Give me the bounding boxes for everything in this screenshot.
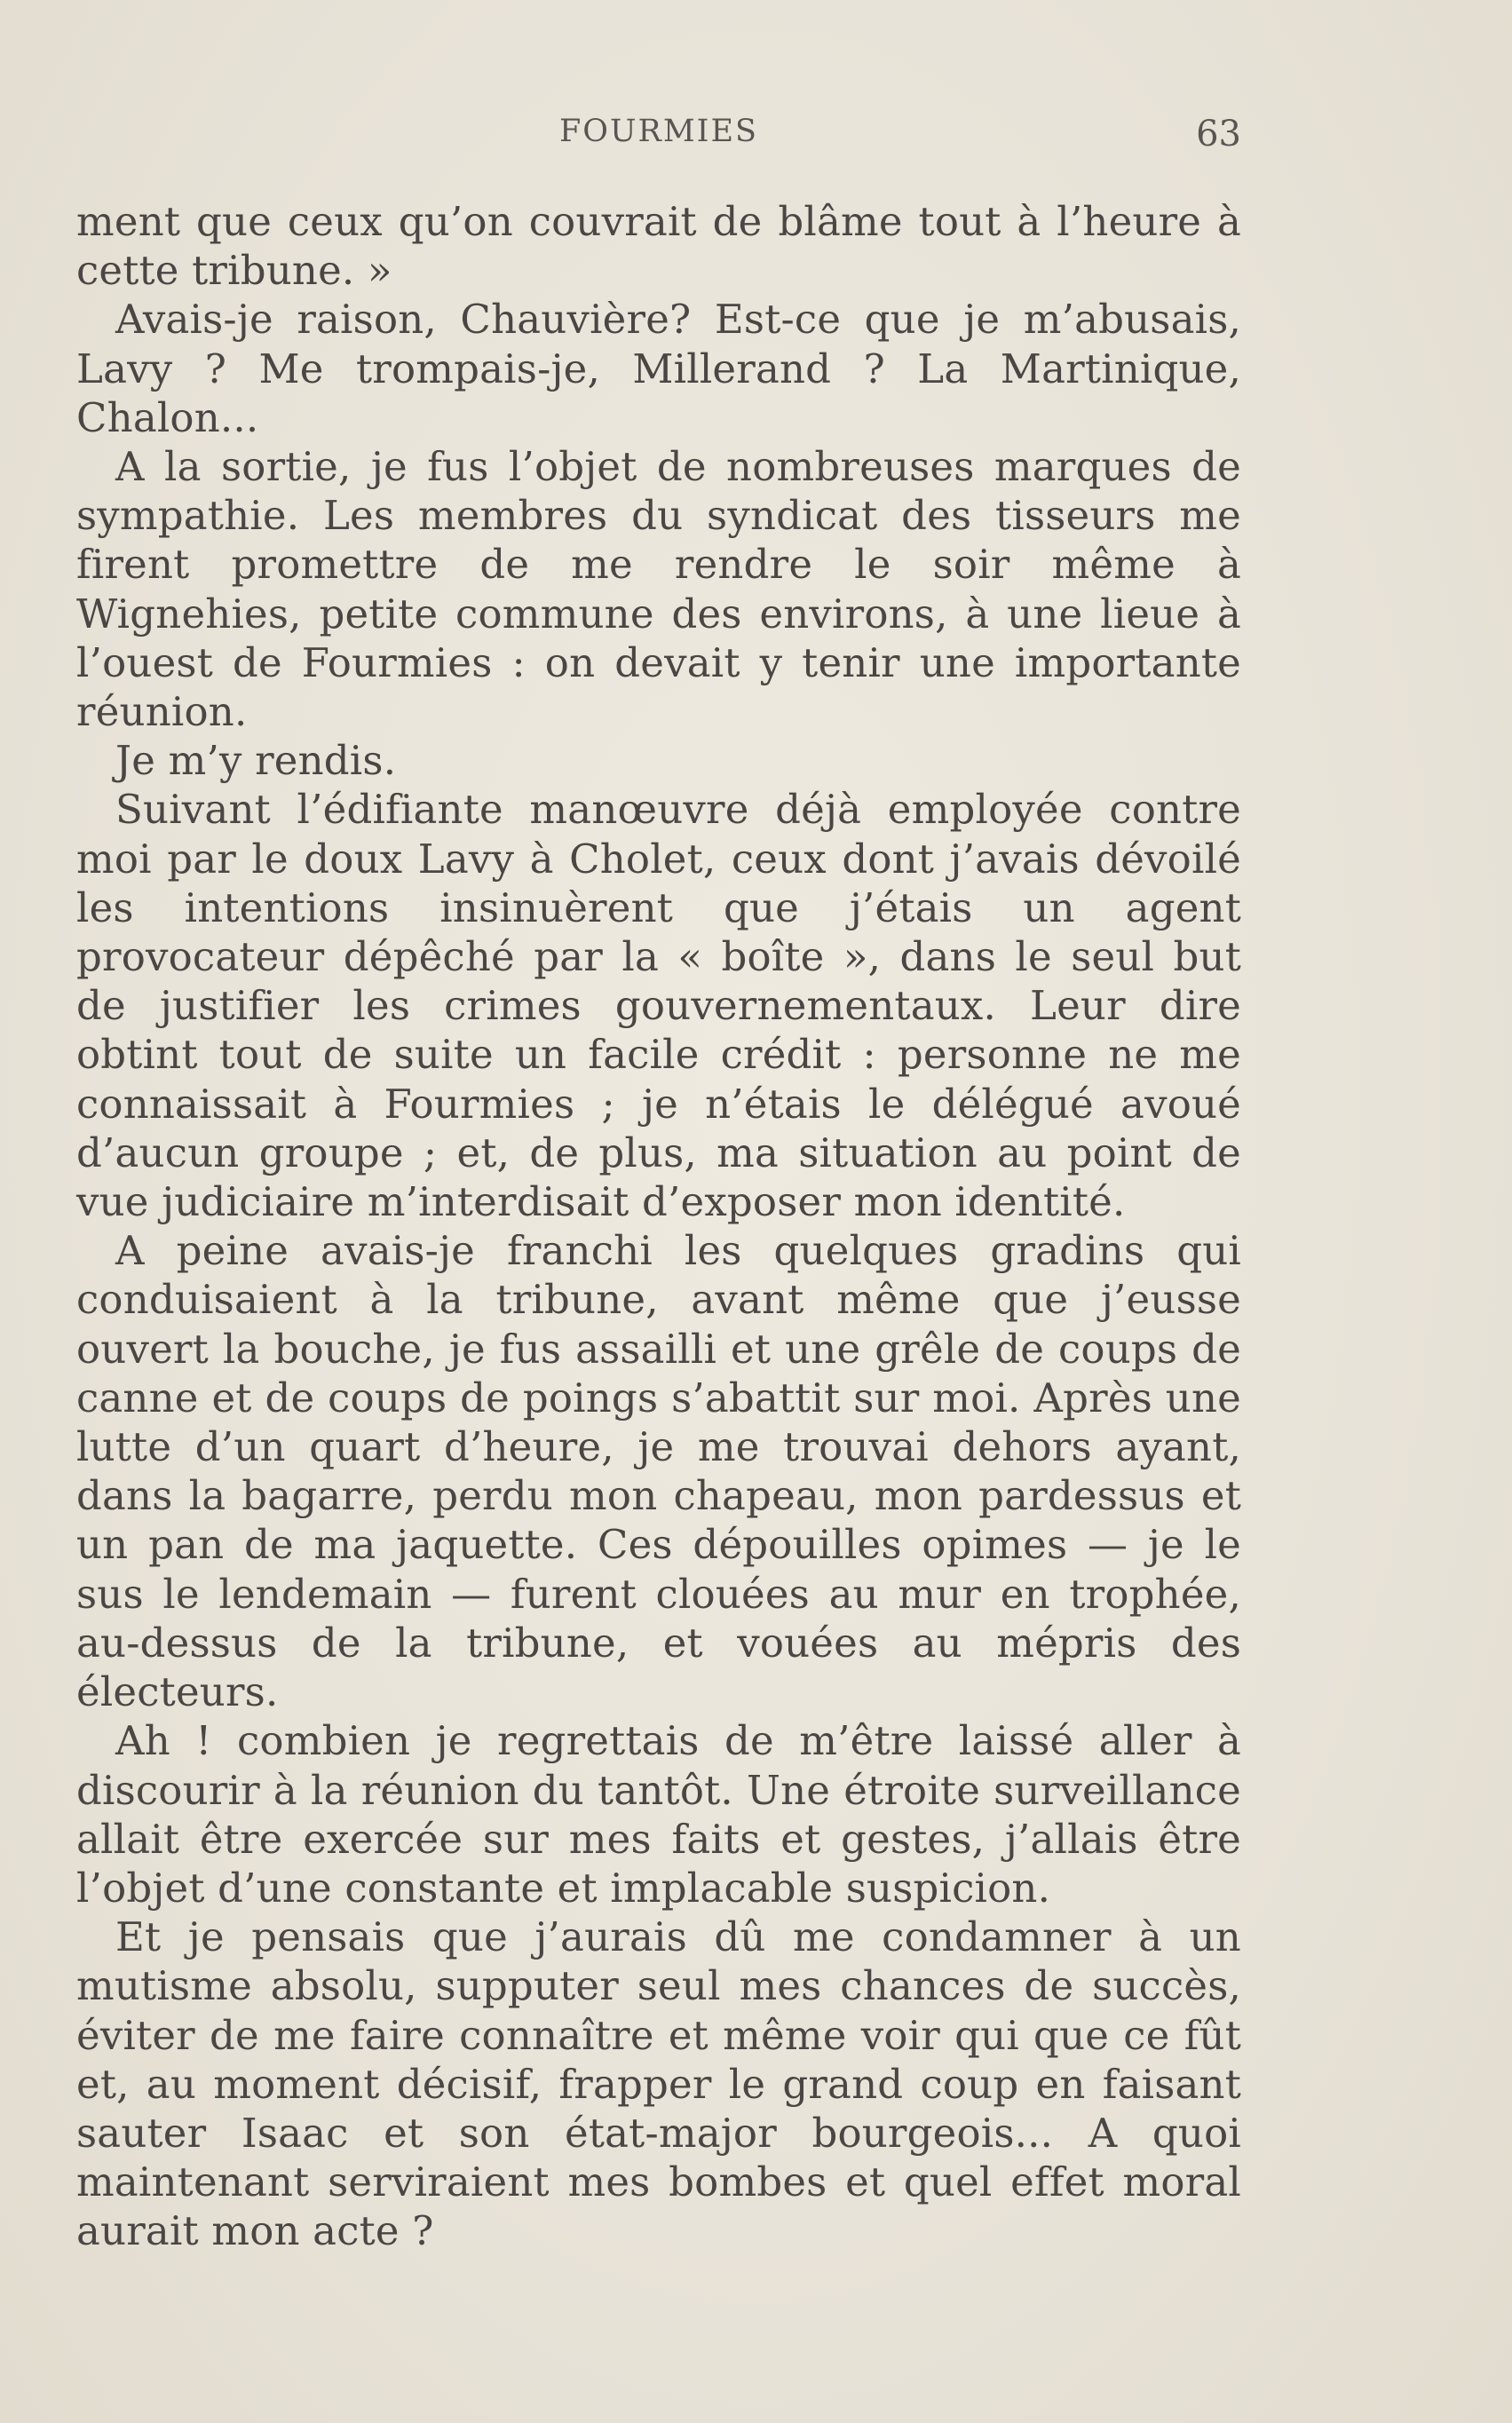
page-number: 63 <box>1196 114 1241 154</box>
paragraph: Suivant l’édifiante manœuvre déjà employée contre moi par le doux Lavy à Cholet, ceux dont j’avais dévoilé les intentions insinuèrent que j’étais un agent provocateur dépêché par la « boîte », dans le seul but de justifier les crimes gouvernementaux. Leur dire obtint tout de suite un facile crédit : personne ne me connaissait à Fourmies ; je n’étais le délégué avoué d’aucun groupe ; et, de plus, ma situation au point de vue judiciaire m’interdisait d’exposer mon identité. <box>76 786 1241 1226</box>
running-head <box>76 114 1241 158</box>
paragraph: ment que ceux qu’on couvrait de blâme tout à l’heure à cette tribune. » <box>76 198 1241 295</box>
body-text <box>76 197 1241 2256</box>
running-title: FOURMIES <box>558 114 759 149</box>
paragraph: Et je pensais que j’aurais dû me condamner à un mutisme absolu, supputer seul mes chances de succès, éviter de me faire connaître et même voir qui que ce fût et, au moment décisif, frapper le grand coup en faisant sauter Isaac et son état-major bourgeois... A quoi maintenant serviraient mes bombes et quel effet moral aurait mon acte ? <box>76 1913 1241 2255</box>
paragraph: A la sortie, je fus l’objet de nombreuses marques de sympathie. Les membres du syndicat des tisseurs me firent promettre de me rendre le soir même à Wignehies, petite commune des environs, à une lieue à l’ouest de Fourmies : on devait y tenir une importante réunion. <box>76 443 1241 736</box>
paragraph: Je m’y rendis. <box>115 737 397 785</box>
paragraph: Ah ! combien je regrettais de m’être laissé aller à discourir à la réunion du tantôt. Une étroite surveillance allait être exercée sur mes faits et gestes, j’allais être l’objet d’une constante et implacable suspicion. <box>76 1717 1241 1912</box>
paragraph: A peine avais-je franchi les quelques gradins qui conduisaient à la tribune, avant même que j’eusse ouvert la bouche, je fus assailli et une grêle de coups de canne et de coups de poings s’abattit sur moi. Après une lutte d’un quart d’heure, je me trouvai dehors ayant, dans la bagarre, perdu mon chapeau, mon pardessus et un pan de ma jaquette. Ces dépouilles opimes — je le sus le lendemain — furent clouées au mur en trophée, au-dessus de la tribune, et vouées au mépris des électeurs. <box>76 1227 1241 1716</box>
paragraph: Avais-je raison, Chauvière? Est-ce que je m’abusais, Lavy ? Me trompais-je, Millerand ? La Martinique, Chalon... <box>76 296 1241 441</box>
